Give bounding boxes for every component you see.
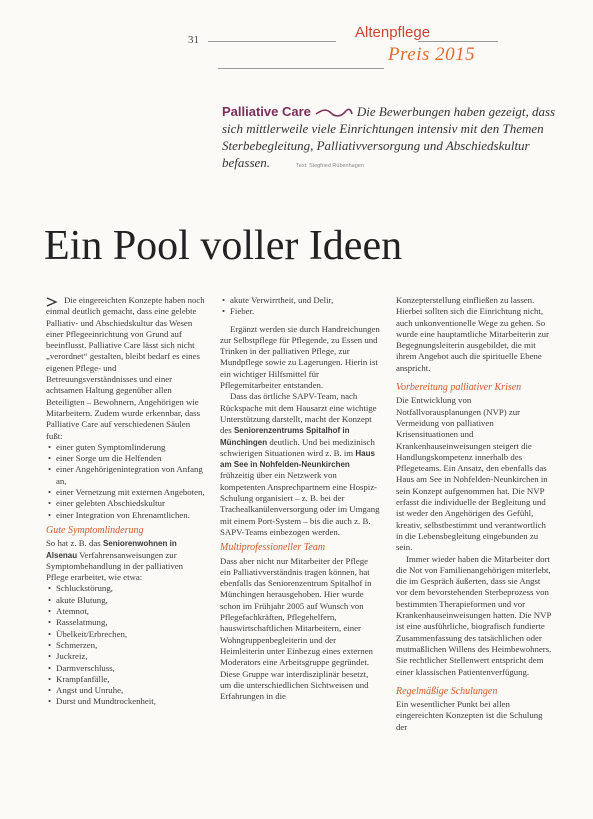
list-item: • Schmerzen, — [56, 640, 206, 651]
paragraph: Dass aber nicht nur Mitarbeiter der Pflege ein Palliativverständnis tragen können, hat ebenfalls das Seniorenzentrum Spitalhof in Münchingen herausgehoben. Hier wurde schon im Frühjahr 2005 auf Wunsch von Pflegefachkräften, Pflegehelfern, hauswirtschaftlichen Mitarbeitern, einer Wohngruppenbegleiterin und der Heimleiterin unter Einbezug eines externen Moderators eine Arbeitsgruppe gegründet. Diese Gruppe war interdisziplinär besetzt, um die unterschiedlichen Sichtweisen und Erfahrungen in die — [220, 555, 373, 702]
pillar-list — [46, 442, 206, 521]
header-rule-right — [418, 41, 498, 42]
subheading-symptom-relief: Gute Symptomlinderung — [46, 524, 144, 536]
list-item: • Fieber. — [230, 306, 380, 317]
list-item: • Schluckstörung, — [56, 583, 206, 594]
list-item: • Juckreiz, — [56, 651, 206, 662]
list-item: • einer Angehörigenintegration von Anfang an, — [56, 464, 206, 487]
institution-name: Haus am See in Nohfelden-Neunkirchen — [220, 448, 375, 470]
subheading-regular-training: Regelmäßige Schulungen — [396, 685, 498, 697]
subheading-multiprofessional-team: Multiprofessioneller Team — [220, 542, 326, 554]
header-rule-left — [208, 41, 336, 42]
lead-author: Text: Siegfried Rübenhagen — [296, 163, 364, 169]
list-item: • Übelkeit/Erbrechen, — [56, 629, 206, 640]
list-item: • einer gelebten Abschiedskultur — [56, 498, 206, 509]
list-item: • einer Integration von Ehrenamtlichen. — [56, 510, 206, 521]
intro-paragraph: Die eingereichten Konzepte haben noch einmal deutlich gemacht, dass eine gelebte Palliativ- und Abschiedskultur das Wesen einer Pflegeeinrichtung von Grund auf beeinflusst. Palliative Care lässt sich nicht „verordnet“ gestalten, bleibt bedarf es eines eigenen Pflege- und Betreuungsverständnisses und einer achtsamen Haltung gegenüber allen Beteiligten – Bewohnern, Angehörigen wie Mitarbeitern. Zudem wurde erkennbar, dass Palliative Care auf verschiedenen Säulen fußt: — [46, 295, 205, 441]
list-item: • Atemnot, — [56, 606, 206, 617]
list-item: • Rasselatmung, — [56, 617, 206, 628]
paragraph — [220, 391, 380, 538]
lead-text: Die Bewerbungen haben gezeigt, dass sich mittlerweile viele Einrichtungen intensiv mit den Themen Sterbebegleitung, Palliativversorgung und Abschiedskultur befassen. — [222, 104, 556, 170]
symptom-list — [46, 583, 206, 707]
paragraph: Ein wesentlicher Punkt bei allen eingereichten Konzepten ist die Schulung der — [396, 699, 543, 732]
brand-title: Altenpflege — [355, 24, 431, 41]
paragraph: Ergänzt werden sie durch Handreichungen zur Selbstpflege für Pflegende, zu Essen und Trinken in der palliativen Pflege, zur Mundpflege sowie zu Lagerungen. Hierin ist ein wichtiger Hilfsmittel für Pflegemitarbeiter entstanden. — [220, 323, 380, 391]
column-3 — [396, 295, 552, 815]
institution-name: Seniorenwohnen in Alsenau — [46, 539, 177, 560]
symptom-paragraph — [46, 538, 206, 583]
text-run: frühzeitig über ein Netzwerk von kompetenten Ansprechpartnern eine Hospiz-Schulung organisiert – z. B. bei der Trachealkanülenversorgung oder im Umgang mit einem Port-System – bis die auch z. B. SAPV-Teams einbezogen werden. — [220, 470, 380, 537]
paragraph: Immer wieder haben die Mitarbeiter dort die Not von Familienangehörigen miterlebt, die im Gespräch äußerten, dass sie Angst vor dem bevorstehenden Sterbeprozess von bestimmten Therapieformen und vor Krankenhauseinweisungen hatten. Die NVP ist eine ausführliche, biografisch fundierte Zusammenfassung des tatsächlichen oder mutmaßlichen Willens des Heimbewohners. Sie rechtlicher Stellenwert entspricht dem einer klassischen Patientenverfügung. — [396, 553, 552, 677]
text-run: deutlich. Und bei medizinisch schwierigen Situationen wird z. B. im — [220, 436, 375, 458]
article-headline: Ein Pool voller Ideen — [44, 223, 403, 269]
lead-paragraph — [222, 103, 562, 175]
list-item: • Angst und Unruhe, — [56, 685, 206, 696]
paragraph: Die Entwicklung von Notfallvorausplanungen (NVP) zur Vermeidung von palliativen Krisensituationen und Krankenhauseinweisungen steigert die Handlungskompetenz innerhalb des Pflegeteams. Ein Ansatz, den ebenfalls das Haus am See in Nohfelden-Neunkirchen in sein Konzept aufgenommen hat. Die NVP erfasst die individuelle der Begleitung und ist weder den Angehörigen des Gefühl, kreativ, selbstbestimmt und verantwortlich in die Lebensbegleitung eingebunden zu sein. — [396, 395, 548, 553]
list-item: • einer Sorge um die Helfenden — [56, 453, 206, 464]
brand-subtitle: Preis 2015 — [388, 44, 476, 65]
paragraph: Konzepterstellung einfließen zu lassen. Hierbei sollten sich die Einrichtung nicht, auch unkonventionelle Wege zu gehen. So wurde eine hauptamtliche Mitarbeiterin zur Begegnungsleiterin ausgebildet, die mit ihrem Angebot auch die spirituelle Ebene anspricht. — [396, 295, 549, 373]
list-item: • akute Blutung, — [56, 595, 206, 606]
page-number: 31 — [188, 34, 199, 46]
column-1 — [46, 295, 206, 815]
list-item: • einer guten Symptomlinderung — [56, 442, 206, 453]
subheading-palliative-crises: Vorbereitung palliativer Krisen — [396, 382, 522, 394]
text-run: Verfahrensanweisungen zur Symptombehandlung in der palliativen Pflege erarbeitet, wie etwa: — [46, 549, 184, 583]
list-item: • Krampfanfälle, — [56, 674, 206, 685]
list-item: • akute Verwirrtheit, und Delir, — [230, 295, 380, 306]
swirl-ornament-icon — [315, 108, 353, 118]
institution-name: Seniorenzentrums Spitalhof in Münchingen — [220, 426, 350, 447]
text-run: So hat z. B. das — [46, 538, 101, 549]
list-item: • einer Vernetzung mit externen Angeboten, — [56, 487, 206, 498]
list-item: • Durst und Mundtrockenheit, — [56, 696, 206, 707]
column-2 — [220, 295, 380, 815]
symptom-list-continued — [220, 295, 380, 318]
lead-kicker: Palliative Care — [222, 104, 311, 119]
list-item: • Darmverschluss, — [56, 663, 206, 674]
header-rule-bottom — [218, 68, 384, 69]
text-run: Dass das örtliche SAPV-Team, nach Rückspache mit dem Hausarzt eine wichtige Unterstützung darstellt, macht der Konzept des — [220, 391, 377, 436]
